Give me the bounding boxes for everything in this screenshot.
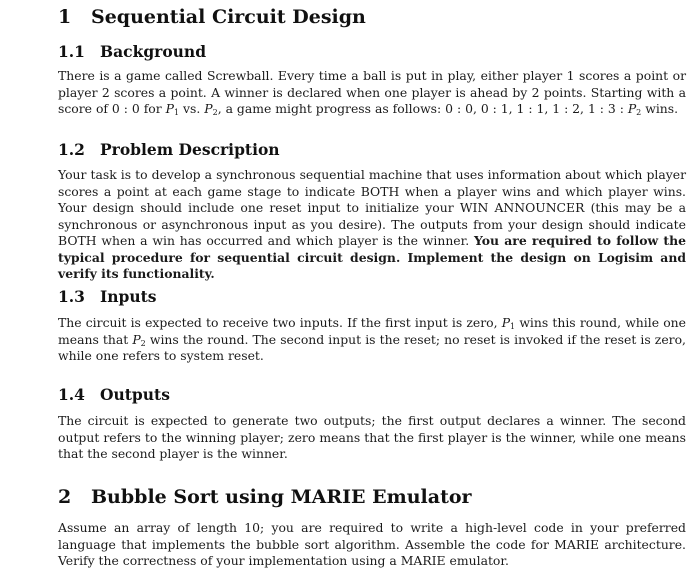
subsection-1-3-heading: [58, 287, 157, 306]
subsection-1-2-heading: [58, 140, 280, 159]
section-1-heading: [58, 6, 366, 28]
problem-description-paragraph: Your task is to develop a synchronous sequential machine that uses information about which player scores a point at each game stage to indicate BOTH when a player wins and which player wins. Your design should include one reset input to initialize your WIN ANNOUNCER (this may be a synchronous or asynchronous input as you desire). The outputs from your design should indicate BOTH when a win has occurred and which player is the winner. You are required to follow the typical procedure for sequential circuit design. Implement the design on Logisim and verify its functionality.: [58, 167, 686, 281]
subsection-number: 1.1: [58, 42, 85, 61]
bubble-sort-paragraph: Assume an array of length 10; you are required to write a high-level code in your preferred language that implements the bubble sort algorithm. Assemble the code for MARIE architecture. Verify the correctness of your implementation using a MARIE emulator.: [58, 520, 686, 568]
subsection-1-1-heading: [58, 42, 206, 61]
subsection-number: 1.3: [58, 287, 85, 306]
inputs-paragraph: The circuit is expected to receive two inputs. If the first input is zero, $P_1$ wins this round, while one means that $P_2$ wins the round. The second input is the reset; no reset is invoked if the reset is zero, while one refers to system reset.: [58, 315, 686, 363]
subsection-title: Problem Description: [100, 140, 280, 159]
subsection-1-4-heading: [58, 385, 170, 404]
section-number: 1: [58, 6, 72, 28]
outputs-paragraph: The circuit is expected to generate two outputs; the first output declares a winner. The second output refers to the winning player; zero means that the first player is the winner, while one means that the second player is the winner.: [58, 413, 686, 461]
requirement-bold-text: You are required to follow the typical procedure for sequential circuit design. Implement the design on Logisim and verify its functionality.: [58, 233, 686, 281]
background-paragraph: There is a game called Screwball. Every time a ball is put in play, either player 1 scores a point or player 2 scores a point. A winner is declared when one player is ahead by 2 points. Starting with a score of 0 : 0 for $P_1$ vs. $P_2$, a game might progress as follows: 0 : 0, 0 : 1, 1 : 1, 1 : 2, 1 : 3 : $P_2$ wins.: [58, 68, 686, 117]
section-title: Sequential Circuit Design: [91, 6, 366, 28]
subsection-title: Outputs: [100, 385, 170, 404]
subsection-number: 1.2: [58, 140, 85, 159]
section-title: Bubble Sort using MARIE Emulator: [91, 486, 472, 508]
section-number: 2: [58, 486, 72, 508]
subsection-title: Background: [100, 42, 207, 61]
subsection-number: 1.4: [58, 385, 85, 404]
subsection-title: Inputs: [100, 287, 157, 306]
section-2-heading: [58, 486, 472, 508]
